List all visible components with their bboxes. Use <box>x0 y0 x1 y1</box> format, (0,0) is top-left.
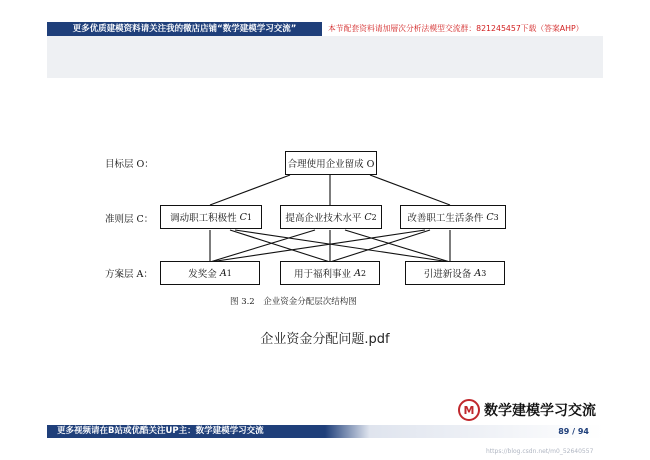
criteria-symbol: C <box>486 211 494 223</box>
scheme-symbol: A <box>354 267 361 279</box>
page-number: 89 / 94 <box>558 427 589 436</box>
figure-caption: 图 3.2 企业资金分配层次结构图 <box>230 297 357 307</box>
criteria-node-c3 <box>400 205 506 229</box>
scheme-node-a3 <box>405 261 505 285</box>
scheme-node-a2 <box>280 261 380 285</box>
scheme-subscript: 3 <box>481 268 487 278</box>
footer-bar <box>47 425 603 438</box>
footer-text: 更多视频请在B站或优酷关注UP主：数学建模学习交流 <box>57 426 264 436</box>
logo-m-icon: M <box>458 399 480 421</box>
watermark-url: https://blog.csdn.net/m0_52640557 <box>486 448 594 455</box>
criteria-text: 改善职工生活条件 <box>407 213 484 224</box>
criteria-node-c1 <box>160 205 262 229</box>
criteria-symbol: C <box>364 211 372 223</box>
scheme-text: 发奖金 <box>188 269 217 280</box>
criteria-text: 提高企业技术水平 <box>285 213 362 224</box>
header-left-text: 更多优质建模资料请关注我的微店店铺“数学建模学习交流” <box>47 22 322 36</box>
goal-level-label: 目标层 O： <box>105 159 154 170</box>
brand-logo <box>458 399 596 421</box>
scheme-subscript: 2 <box>360 268 366 278</box>
goal-node-text: 合理使用企业留成 O <box>287 159 375 170</box>
scheme-text: 用于福利事业 <box>294 269 352 280</box>
criteria-subscript: 1 <box>246 212 252 222</box>
scheme-symbol: A <box>219 267 227 279</box>
scheme-node-a1 <box>160 261 260 285</box>
criteria-text: 调动职工积极性 <box>170 213 237 224</box>
scheme-text: 引进新设备 <box>423 269 472 280</box>
top-banner <box>47 22 603 36</box>
criteria-subscript: 3 <box>493 212 499 222</box>
hierarchy-diagram <box>100 140 520 320</box>
criteria-level-label: 准则层 C： <box>105 214 154 225</box>
criteria-node-c2 <box>280 205 382 229</box>
logo-text: 数学建模学习交流 <box>484 403 596 419</box>
scheme-subscript: 1 <box>226 268 232 278</box>
criteria-symbol: C <box>239 211 247 223</box>
header-right-text: 本节配套资料请加層次分析法模型交流群：821245457下载（答案AHP） <box>322 22 603 37</box>
file-name-label: 企业资金分配问题.pdf <box>260 332 390 347</box>
goal-node <box>285 151 377 175</box>
criteria-subscript: 2 <box>371 212 377 222</box>
scheme-symbol: A <box>474 267 482 279</box>
scheme-level-label: 方案层 A： <box>105 269 153 280</box>
title-band <box>47 36 603 78</box>
